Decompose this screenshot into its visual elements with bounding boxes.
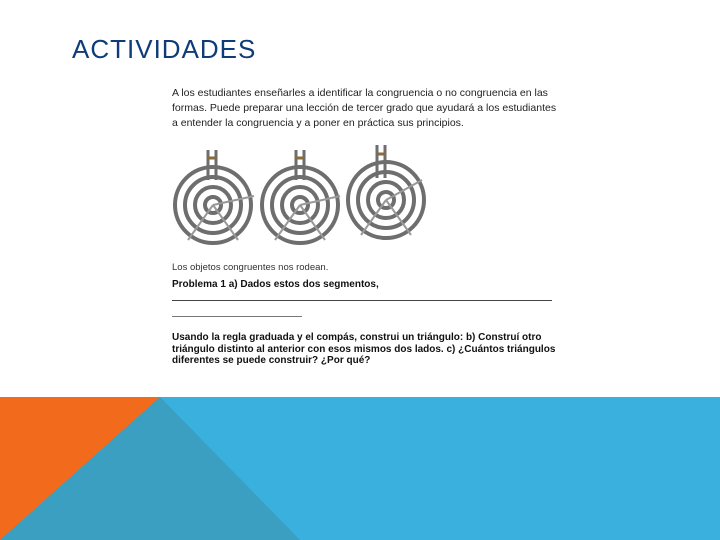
caption: Los objetos congruentes nos rodean.	[172, 262, 329, 273]
slide-title: ACTIVIDADES	[72, 34, 257, 64]
intro-paragraph: A los estudiantes enseñarles a identificar la congruencia o no congruencia en las formas. Puede preparar una lección de tercer grado que ayudará a los estudiantes a entender la congruencia y a poner en práctica sus principios.	[172, 87, 557, 129]
construction-question: Usando la regla graduada y el compás, construi un triángulo: b) Construí otro triángulo distinto al anterior con esos mismos dos lados. c) ¿Cuántos triángulos diferentes se puede construir? ¿Por qué?	[172, 332, 556, 366]
segment-line-long	[172, 300, 552, 301]
problem-statement: Problema 1 a) Dados estos dos segmentos,	[172, 279, 379, 290]
segment-line-short	[172, 316, 302, 317]
footer-decoration	[0, 397, 720, 540]
burner-coil-2	[262, 150, 340, 243]
burner-coil-1	[175, 150, 254, 243]
burner-coil-3	[348, 145, 424, 238]
burner-coils-image	[168, 140, 448, 252]
